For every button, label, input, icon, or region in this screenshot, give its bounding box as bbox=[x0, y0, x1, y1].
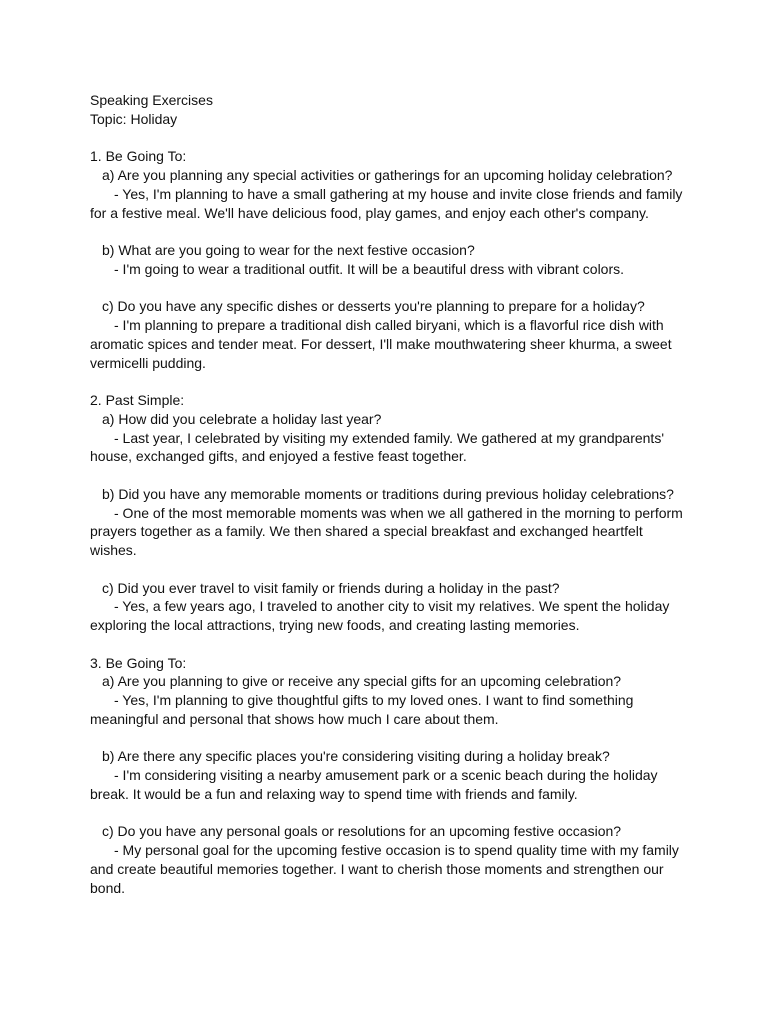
question: b) Did you have any memorable moments or traditions during previous holiday celebrations? bbox=[102, 485, 674, 502]
answer-line: - Yes, a few years ago, I traveled to another city to visit my relatives. We spent the holiday bbox=[114, 598, 670, 615]
question: b) What are you going to wear for the next festive occasion? bbox=[102, 242, 475, 258]
question: a) Are you planning any special activities or gatherings for an upcoming holiday celebration? bbox=[102, 167, 673, 183]
answer-line: prayers together as a family. We then shared a special breakfast and exchanged heartfelt bbox=[90, 523, 643, 540]
answer-line: - I'm planning to prepare a traditional dish called biryani, which is a flavorful rice dish with bbox=[114, 317, 664, 333]
answer-line: house, exchanged gifts, and enjoyed a festive feast together. bbox=[90, 448, 467, 465]
answer-line: exploring the local attractions, trying new foods, and creating lasting memories. bbox=[90, 617, 580, 633]
answer-line: - I'm going to wear a traditional outfit. It will be a beautiful dress with vibrant colors. bbox=[114, 260, 625, 277]
answer-line: vermicelli pudding. bbox=[90, 354, 206, 371]
spacer bbox=[90, 635, 690, 654]
spacer bbox=[90, 560, 690, 579]
question: c) Do you have any specific dishes or desserts you're planning to prepare for a holiday? bbox=[102, 298, 645, 315]
spacer bbox=[90, 804, 690, 823]
spacer bbox=[90, 129, 690, 148]
answer-line: and create beautiful memories together. I want to cherish those moments and strengthen our bbox=[90, 860, 664, 877]
section-title: 1. Be Going To: bbox=[90, 148, 187, 165]
section-title: 2. Past Simple: bbox=[90, 392, 185, 408]
document-heading: Speaking Exercises bbox=[90, 92, 213, 108]
answer-line: aromatic spices and tender meat. For dessert, I'll make mouthwatering sheer khurma, a sweet bbox=[90, 335, 672, 352]
question: c) Did you ever travel to visit family or friends during a holiday in the past? bbox=[102, 579, 560, 596]
question: a) Are you planning to give or receive any special gifts for an upcoming celebration? bbox=[102, 673, 622, 690]
document-body bbox=[90, 91, 690, 897]
answer-line: - One of the most memorable moments was when we all gathered in the morning to perform bbox=[114, 504, 683, 521]
sections-container bbox=[90, 147, 690, 897]
spacer bbox=[90, 466, 690, 485]
spacer bbox=[90, 279, 690, 298]
spacer bbox=[90, 222, 690, 241]
answer-line: - Last year, I celebrated by visiting my extended family. We gathered at my grandparents' bbox=[114, 429, 664, 446]
answer-line: for a festive meal. We'll have delicious food, play games, and enjoy each other's company. bbox=[90, 204, 649, 221]
answer-line: break. It would be a fun and relaxing way to spend time with friends and family. bbox=[90, 785, 578, 802]
answer-line: - Yes, I'm planning to have a small gathering at my house and invite close friends and family bbox=[114, 185, 683, 202]
document-topic: Topic: Holiday bbox=[90, 110, 178, 127]
answer-line: bond. bbox=[90, 879, 126, 896]
answer-line: wishes. bbox=[90, 542, 137, 558]
answer-line: - I'm considering visiting a nearby amusement park or a scenic beach during the holiday bbox=[114, 767, 658, 783]
question: c) Do you have any personal goals or resolutions for an upcoming festive occasion? bbox=[102, 823, 622, 840]
answer-line: - Yes, I'm planning to give thoughtful gifts to my loved ones. I want to find something bbox=[114, 692, 634, 708]
spacer bbox=[90, 729, 690, 748]
question: a) How did you celebrate a holiday last year? bbox=[102, 410, 382, 427]
answer-line: meaningful and personal that shows how much I care about them. bbox=[90, 710, 499, 727]
question: b) Are there any specific places you're considering visiting during a holiday break? bbox=[102, 748, 610, 765]
spacer bbox=[90, 372, 690, 391]
section-title: 3. Be Going To: bbox=[90, 654, 187, 671]
answer-line: - My personal goal for the upcoming festive occasion is to spend quality time with my family bbox=[114, 842, 679, 858]
